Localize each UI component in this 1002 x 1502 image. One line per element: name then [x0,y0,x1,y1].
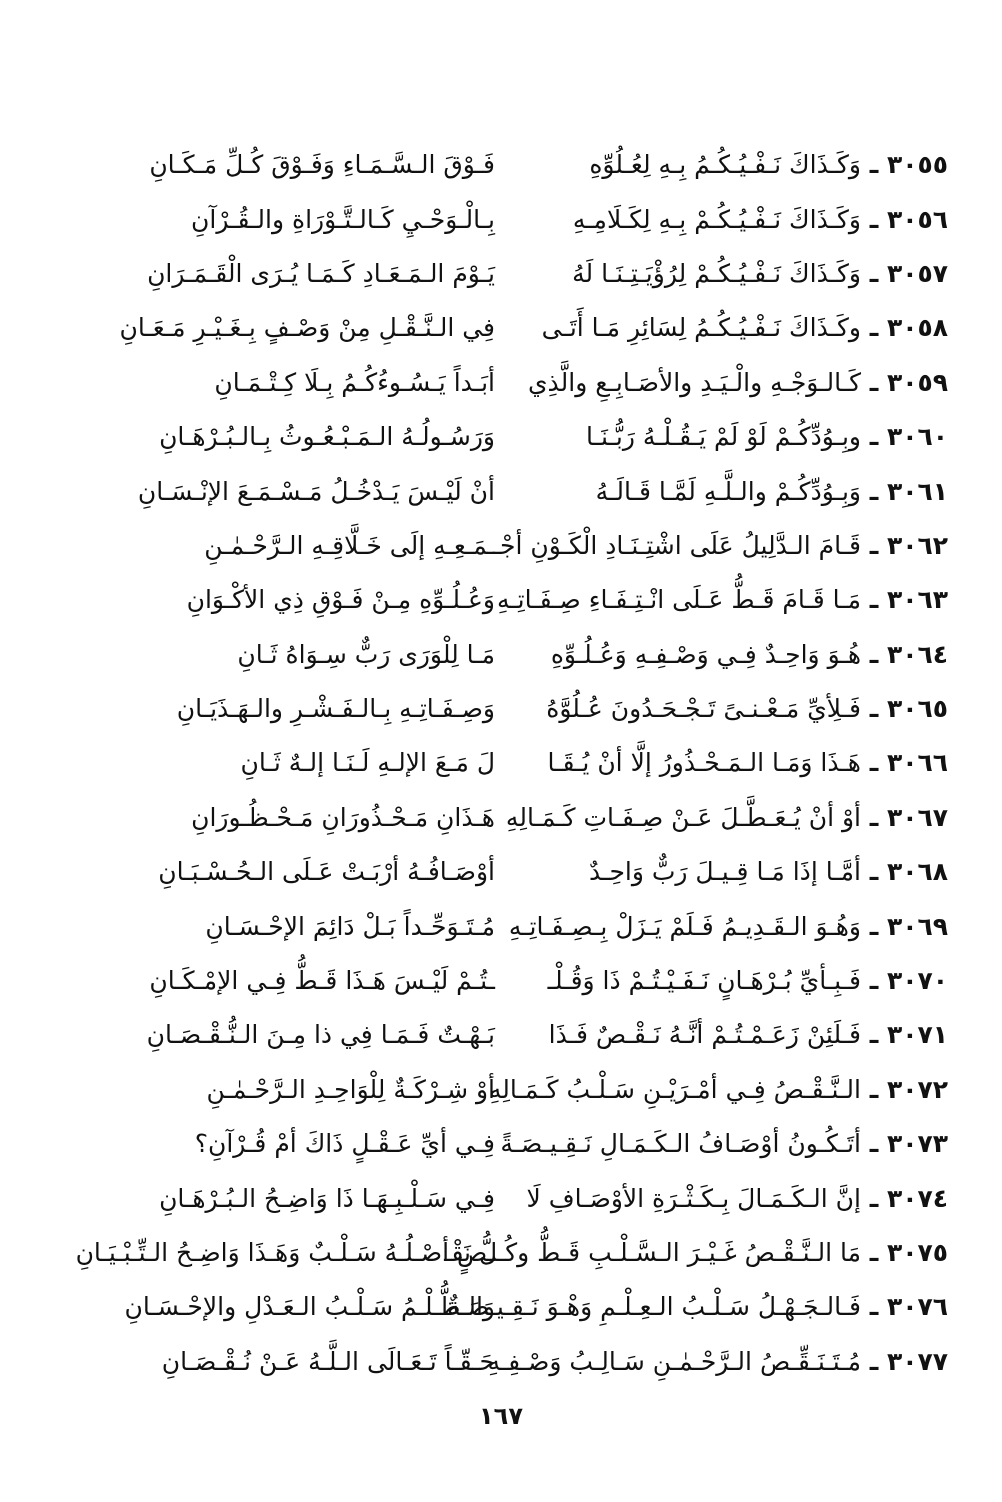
verse-number: ٣٠٧٧ [886,1346,948,1376]
second-hemistich: أوْصَـافُـهُ أرْبَـتْ عَـلَى الـحُـسْـبَـانِ [158,857,495,887]
verse-number: ٣٠٥٥ [886,150,948,180]
verse-line [70,1008,948,1062]
verse-line [70,301,948,355]
verse-number: ٣٠٧٠ [886,966,948,996]
first-hemistich-text: مَـا قَـامَ قَـطُّ عَـلَى انْـتِـفَـاءِ صِـفَـاتِـهِ [496,585,861,615]
verse-line [70,682,948,736]
verse-line [70,1335,948,1389]
verse-line [70,192,948,246]
verse-number: ٣٠٥٧ [886,258,948,288]
verse-number: ٣٠٦٧ [886,802,948,832]
second-hemistich: ـمَـعِـهِ إلَى خَـلَّاقِـهِ الـرَّحْـمٰـنِ [204,530,495,560]
poem-verses [70,138,948,1389]
first-hemistich: ٣٠٦٩ ـ وَهُـوَ الـقَـدِيـمُ فَـلَمْ يَـزَلْ بِـصِـفَـاتِـهِ [508,911,948,941]
first-hemistich-text: وَكَـذَاكَ نَـفْـيُـكُـمُ بِـهِ لِعُـلُوِّهِ [589,150,861,180]
verse-line [70,573,948,627]
verse-line [70,356,948,410]
verse-number: ٣٠٦١ [886,476,948,506]
first-hemistich: ٣٠٦٢ ـ قَـامَ الـدَّلِيلُ عَلَى اشْتِـنَـادِ الْكَـوْنِ أجْـ [492,530,948,560]
second-hemistich: وَعُـلُـوِّهِ مِـنْ فَـوْقِ ذِي الأكْـوَانِ [186,585,495,615]
first-hemistich: ٣٠٧٢ ـ الـنَّـقْـصُ فِـي أمْـرَيْـنِ سَـلْـبُ كَـمَـالِهِ [488,1074,948,1104]
verse-line [70,138,948,192]
second-hemistich: فِي الـنَّـقْـلِ مِنْ وَصْـفٍ بِـغَـيْـرِ مَـعَـانِ [119,313,495,343]
verse-line [70,628,948,682]
first-hemistich-text: فَـبِـأيِّ بُـرْهَـانٍ نَـفَـيْـتُـمْ ذَا وَقُـلْـ [547,966,861,996]
first-hemistich: ٣٠٦١ ـ وَبِـوُدِّكُـمْ والـلَّـهِ لَمَّـا قَـالَـهُ [595,476,948,506]
first-hemistich-text: الـنَّـقْـصُ فِـي أمْـرَيْـنِ سَـلْـبُ كَـمَـالِهِ [488,1074,861,1104]
second-hemistich: فِـي سَـلْـبِـهَـا ذَا وَاضِـحُ الـبُـرْهَـانِ [159,1183,495,1213]
first-hemistich-text: فَـلِأيِّ مَـعْـنـىً تَـجْـحَـدُونَ عُـلُوَّهُ [546,694,861,724]
second-hemistich: بَـهْـتٌ فَـمَـا فِي ذا مِـنَ الـنُّـقْـصَـانِ [146,1020,495,1050]
second-hemistich: فِـي أيِّ عَـقْـلٍ ذَاكَ أمْ قُـرْآنِ؟ [194,1129,495,1159]
first-hemistich-text: أوْ أنْ يُـعَـطَّـلَ عَـنْ صِـفَـاتِ كَـمَـالِهِ [505,802,861,832]
verse-number: ٣٠٦٠ [886,422,948,452]
verse-number: ٣٠٧٤ [886,1183,948,1213]
second-hemistich: أبَـداً يَـسُـوءُكُـمُ بِـلَا كِـتْـمَـانِ [214,367,495,397]
second-hemistich: وَرَسُـولُـهُ الـمَـبْـعُـوثُ بِـالـبُـرْهَـانِ [159,422,495,452]
first-hemistich: ٣٠٧٥ ـ مَا الـنَّـقْـصُ غَـيْـرَ الـسَّـلْـبِ قَـطُّ وكُـلُّ نَقْـ [444,1238,948,1267]
first-hemistich: ٣٠٥٦ ـ وَكَـذَاكَ نَـفْـيُـكُـمْ بِـهِ لِكَـلَامِـهِ [572,204,948,234]
verse-line [70,410,948,464]
first-hemistich: ٣٠٧٠ ـ فَـبِـأيِّ بُـرْهَـانٍ نَـفَـيْـتُـمْ ذَا وَقُـلْـ [547,966,948,996]
second-hemistich: ـتُـمْ لَيْـسَ هَـذَا قَـطُّ فِـي الإمْـكَـانِ [149,966,495,996]
first-hemistich-text: مُـتَـنَـقِّـصُ الـرَّحْـمٰـنِ سَـالِـبُ وَصْـفِـهِ [487,1346,861,1376]
verse-number: ٣٠٦٤ [886,639,948,669]
verse-number: ٣٠٦٦ [886,748,948,778]
first-hemistich: ٣٠٦٨ ـ أمَّـا إذَا مَـا قِـيـلَ رَبٌّ وَاحِـدٌ [589,857,948,887]
first-hemistich-text: وَهُـوَ الـقَـدِيـمُ فَـلَمْ يَـزَلْ بِـصِـفَـاتِـهِ [508,911,861,941]
second-hemistich: مُـتَـوَحِّـداً بَـلْ دَائِمَ الإحْـسَـانِ [205,911,495,941]
verse-line [70,1117,948,1171]
second-hemistich: هَـذَانِ مَـحْـذُورَانِ مَـحْـظُـورَانِ [191,802,495,832]
first-hemistich-text: وبِـوُدِّكُـمْ لَوْ لَمْ يَـقُـلْـهُ رَبُّـنَـا [586,422,861,452]
verse-line [70,247,948,301]
verse-number: ٣٠٧١ [886,1020,948,1050]
second-hemistich: ـصٍ أصْـلُـهُ سَـلْـبٌ وَهَـذَا وَاضِـحُ الـتِّـبْـيَـانِ [75,1238,495,1267]
verse-number: ٣٠٦٣ [886,585,948,615]
first-hemistich: ٣٠٦٦ ـ هَـذَا وَمَـا الـمَـحْـذُورُ إلَّا أنْ يُـقَـا [547,748,948,778]
second-hemistich: لَ مَـعَ الإلـهِ لَـنَـا إلـهٌ ثَـانِ [240,748,495,778]
second-hemistich: أنْ لَيْـسَ يَـدْخُـلُ مَـسْـمَـعَ الإنْـسَـانِ [137,476,495,506]
first-hemistich: ٣٠٦٧ ـ أوْ أنْ يُـعَـطَّـلَ عَـنْ صِـفَـاتِ كَـمَـالِهِ [505,802,948,832]
verse-number: ٣٠٧٣ [886,1129,948,1159]
first-hemistich-text: فَـلَئِنْ زَعَـمْـتُـمْ أنَّـهُ نَـقْـصٌ فَـذَا [548,1020,861,1050]
first-hemistich: ٣٠٥٨ ـ وكَـذَاكَ نَـفْـيُـكُـمُ لِسَائِرِ مَـا أَتَـى [541,313,948,343]
first-hemistich-text: وكَـذَاكَ نَـفْـيُـكُـمُ لِسَائِرِ مَـا أَتَـى [541,313,861,343]
second-hemistich: وَالـظُّـلْـمُ سَـلْـبُ الـعَـدْلِ والإحْـسَـانِ [124,1292,495,1322]
second-hemistich: يَـوْمَ الـمَـعَـادِ كَـمَـا يُـرَى الْقَـمَـرَانِ [147,258,495,288]
first-hemistich-text: مَا الـنَّـقْـصُ غَـيْـرَ الـسَّـلْـبِ قَـطُّ وكُـلُّ نَقْـ [444,1238,861,1267]
first-hemistich-text: كَـالـوَجْـهِ والْـيَـدِ والأصَـابِـعِ والَّذِي [527,367,861,397]
first-hemistich: ٣٠٧١ ـ فَـلَئِنْ زَعَـمْـتُـمْ أنَّـهُ نَـقْـصٌ فَـذَا [548,1020,948,1050]
verse-number: ٣٠٦٢ [886,530,948,560]
verse-line [70,791,948,845]
first-hemistich: ٣٠٦٤ ـ هُـوَ وَاحِـدٌ فِـي وَصْـفِـهِ وَعُـلُـوِّهِ [550,639,948,669]
second-hemistich: أوْ شِـرْكَـةٌ لِلْوَاحِـدِ الـرَّحْـمٰـنِ [206,1074,495,1104]
first-hemistich-text: إنَّ الـكَـمَـالَ بِـكَـثْـرَةِ الأوْصَـافِ لَا [526,1183,861,1213]
first-hemistich-text: وَكَـذَاكَ نَـفْـيُـكُـمْ بِـهِ لِكَـلَامِـهِ [572,204,861,234]
first-hemistich-text: أتَـكُـونُ أوْصَـافُ الـكَـمَـالِ نَـقِـيـصَـةً [500,1129,861,1159]
first-hemistich: ٣٠٥٩ ـ كَـالـوَجْـهِ والْـيَـدِ والأصَـابِـعِ والَّذِي [527,367,948,397]
first-hemistich: ٣٠٦٠ ـ وبِـوُدِّكُـمْ لَوْ لَمْ يَـقُـلْـهُ رَبُّـنَـا [586,422,948,452]
verse-number: ٣٠٥٩ [886,367,948,397]
verse-number: ٣٠٥٨ [886,313,948,343]
second-hemistich: وَصِـفَـاتِـهِ بِـالـفَـشْـرِ والـهَـذَيَـانِ [176,694,495,724]
verse-number: ٣٠٦٩ [886,911,948,941]
second-hemistich: بِـالْـوَحْـيِ كَـالـتَّـوْرَاةِ والـقُـرْآنِ [191,204,495,234]
page-number: ١٦٧ [479,1402,523,1430]
first-hemistich-text: وَكَـذَاكَ نَـفْـيُـكُـمْ لِرُؤْيَـتِـنَـا لَهُ [572,258,861,288]
verse-line [70,464,948,518]
verse-line [70,1226,948,1280]
verse-line [70,736,948,790]
first-hemistich: ٣٠٥٧ ـ وَكَـذَاكَ نَـفْـيُـكُـمْ لِرُؤْيَـتِـنَـا لَهُ [572,258,948,288]
first-hemistich-text: هُـوَ وَاحِـدٌ فِـي وَصْـفِـهِ وَعُـلُـوِّهِ [550,639,861,669]
verse-number: ٣٠٦٥ [886,694,948,724]
verse-number: ٣٠٦٨ [886,857,948,887]
first-hemistich: ٣٠٧٦ ـ فَـالـجَـهْـلُ سَـلْـبُ الـعِـلْـمِ وَهْـوَ نَـقِـيـصَـةٌ [447,1292,948,1322]
first-hemistich-text: وَبِـوُدِّكُـمْ والـلَّـهِ لَمَّـا قَـالَـهُ [595,476,861,506]
second-hemistich: مَـا لِلْوَرَى رَبٌّ سِـوَاهُ ثَـانِ [237,639,495,669]
verse-number: ٣٠٧٢ [886,1074,948,1104]
verse-line [70,1171,948,1225]
first-hemistich: ٣٠٦٣ ـ مَـا قَـامَ قَـطُّ عَـلَى انْـتِـفَـاءِ صِـفَـاتِـهِ [496,585,948,615]
first-hemistich: ٣٠٦٥ ـ فَـلِأيِّ مَـعْـنـىً تَـجْـحَـدُونَ عُـلُوَّهُ [546,694,948,724]
verse-line [70,519,948,573]
verse-number: ٣٠٧٦ [886,1292,948,1322]
first-hemistich-text: قَـامَ الـدَّلِيلُ عَلَى اشْتِـنَـادِ الْكَـوْنِ أجْـ [492,530,861,560]
first-hemistich: ٣٠٧٧ ـ مُـتَـنَـقِّـصُ الـرَّحْـمٰـنِ سَـالِـبُ وَصْـفِـهِ [487,1346,948,1376]
verse-number: ٣٠٧٥ [886,1238,948,1267]
first-hemistich: ٣٠٧٤ ـ إنَّ الـكَـمَـالَ بِـكَـثْـرَةِ الأوْصَـافِ لَا [526,1183,948,1213]
verse-line [70,1280,948,1334]
second-hemistich: حَـقّـاً تَـعَـالَى الـلَّـهُ عَـنْ نُـقْـصَـانِ [161,1346,495,1376]
first-hemistich: ٣٠٧٣ ـ أتَـكُـونُ أوْصَـافُ الـكَـمَـالِ نَـقِـيـصَـةً [500,1129,948,1159]
verse-number: ٣٠٥٦ [886,204,948,234]
first-hemistich: ٣٠٥٥ ـ وَكَـذَاكَ نَـفْـيُـكُـمُ بِـهِ لِعُـلُوِّهِ [589,150,948,180]
verse-line [70,1063,948,1117]
first-hemistich-text: أمَّـا إذَا مَـا قِـيـلَ رَبٌّ وَاحِـدٌ [589,857,861,887]
second-hemistich: فَـوْقَ الـسَّـمَـاءِ وَفَـوْقَ كُـلِّ مَـكَـانِ [149,150,495,180]
verse-line [70,845,948,899]
verse-line [70,899,948,953]
first-hemistich-text: هَـذَا وَمَـا الـمَـحْـذُورُ إلَّا أنْ يُـقَـا [547,748,861,778]
verse-line [70,954,948,1008]
first-hemistich-text: فَـالـجَـهْـلُ سَـلْـبُ الـعِـلْـمِ وَهْـوَ نَـقِـيـصَـةٌ [447,1292,861,1322]
